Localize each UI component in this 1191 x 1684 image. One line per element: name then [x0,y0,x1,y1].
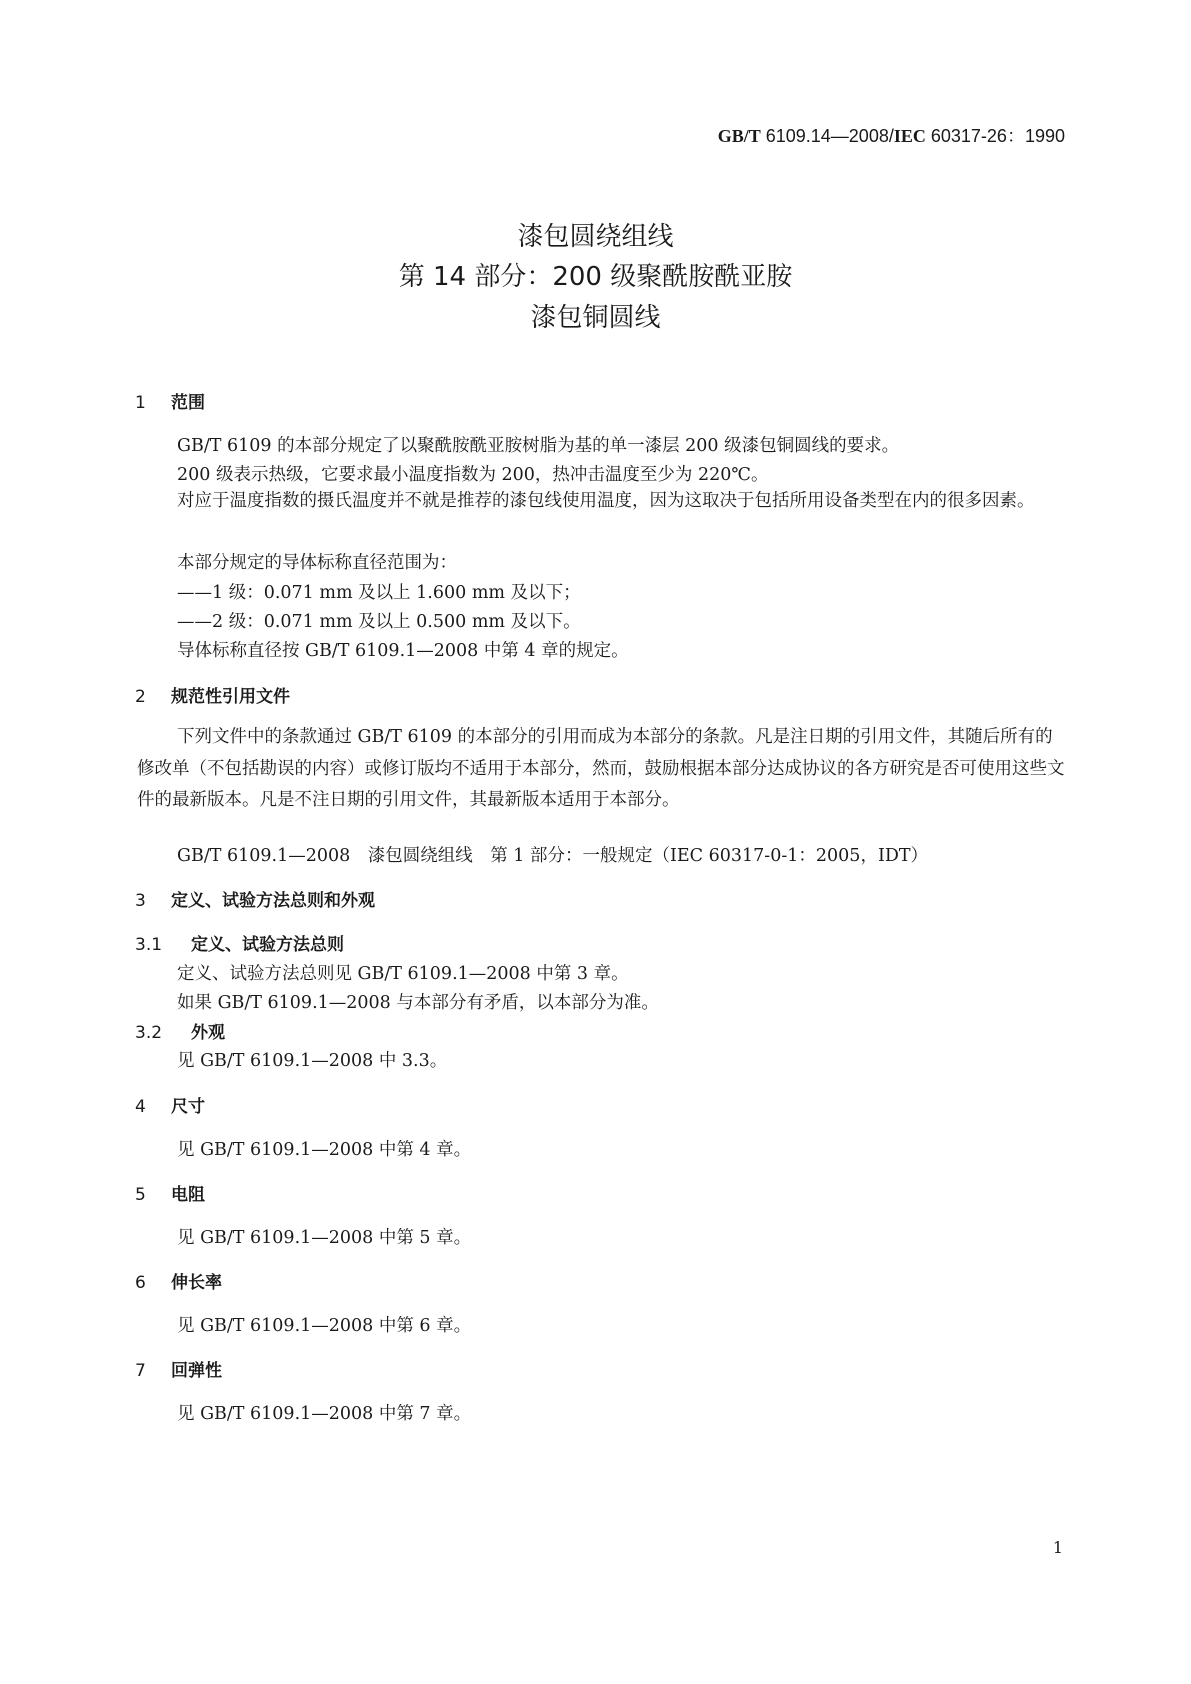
iec-number: 60317-26：1990 [925,126,1065,146]
page-number: 1 [1052,1538,1063,1557]
paragraph: 导体标称直径按 GB/T 6109.1—2008 中第 4 章的规定。 [177,641,629,661]
section-6-heading [135,1268,222,1293]
section-number: 3.2 [135,1023,163,1043]
section-title: 电阻 [171,1185,205,1205]
paragraph: 200 级表示热级，它要求最小温度指数为 200，热冲击温度至少为 220℃。 [177,465,769,485]
standard-number-header [718,122,1065,148]
iec-code: IEC [893,126,926,146]
section-number: 3.1 [135,935,163,955]
section-number: 4 [135,1097,146,1117]
section-1-heading [135,388,205,413]
section-3-heading [135,886,375,911]
doc-title-line2: 第 14 部分：200 级聚酰胺酰亚胺 [398,262,793,292]
section-title: 定义、试验方法总则 [191,935,344,955]
paragraph: GB/T 6109 的本部分规定了以聚酰胺酰亚胺树脂为基的单一漆层 200 级漆包铜圆线的要求。 [177,436,900,456]
section-3-1-heading [135,930,344,955]
section-title: 外观 [191,1023,225,1043]
paragraph: 见 GB/T 6109.1—2008 中第 4 章。 [177,1140,472,1160]
reference-item: GB/T 6109.1—2008 漆包圆绕组线 第 1 部分：一般规定（IEC 60317-0-1：2005，IDT） [177,846,929,866]
section-title: 定义、试验方法总则和外观 [171,891,375,911]
paragraph: 见 GB/T 6109.1—2008 中第 6 章。 [177,1316,472,1336]
paragraph: 定义、试验方法总则见 GB/T 6109.1—2008 中第 3 章。 [177,964,629,984]
doc-title-line3: 漆包铜圆线 [530,303,661,333]
section-number: 3 [135,891,146,911]
list-item: ——2 级：0.071 mm 及以上 0.500 mm 及以下。 [177,612,581,632]
section-title: 回弹性 [171,1361,222,1381]
paragraph: 见 GB/T 6109.1—2008 中第 7 章。 [177,1404,472,1424]
paragraph: 下列文件中的条款通过 GB/T 6109 的本部分的引用而成为本部分的条款。凡是注日期的引用文件，其随后所有的修改单（不包括勘误的内容）或修订版均不适用于本部分，然而，鼓励根据本部分达成协议的各方研究是否可使用这些文件的最新版本。凡是不注日期的引用文件，其最新版本适用于本部分。 [137,727,1065,810]
section-number: 1 [135,393,146,413]
section-number: 7 [135,1361,146,1381]
section-2-heading [135,682,290,707]
paragraph: 对应于温度指数的摄氏温度并不就是推荐的漆包线使用温度，因为这取决于包括所用设备类型在内的很多因素。 [177,491,1035,511]
section-number: 5 [135,1185,146,1205]
section-3-2-heading [135,1018,225,1043]
paragraph: 见 GB/T 6109.1—2008 中第 5 章。 [177,1228,472,1248]
list-item: ——1 级：0.071 mm 及以上 1.600 mm 及以下； [177,583,581,603]
paragraph: 如果 GB/T 6109.1—2008 与本部分有矛盾，以本部分为准。 [177,993,659,1013]
section-number: 6 [135,1273,146,1293]
gbt-code: GB/T [717,126,761,146]
section-title: 伸长率 [171,1273,222,1293]
doc-title-line1: 漆包圆绕组线 [517,222,674,252]
section-number: 2 [135,687,146,707]
section-5-heading [135,1180,205,1205]
section-7-heading [135,1356,222,1381]
paragraph: 见 GB/T 6109.1—2008 中 3.3。 [177,1051,448,1071]
paragraph: 本部分规定的导体标称直径范围为： [177,553,457,573]
section-title: 规范性引用文件 [171,687,290,707]
gbt-number: 6109.14—2008/ [760,126,894,146]
section-title: 范围 [171,393,205,413]
section-title: 尺寸 [171,1097,205,1117]
section-4-heading [135,1092,205,1117]
